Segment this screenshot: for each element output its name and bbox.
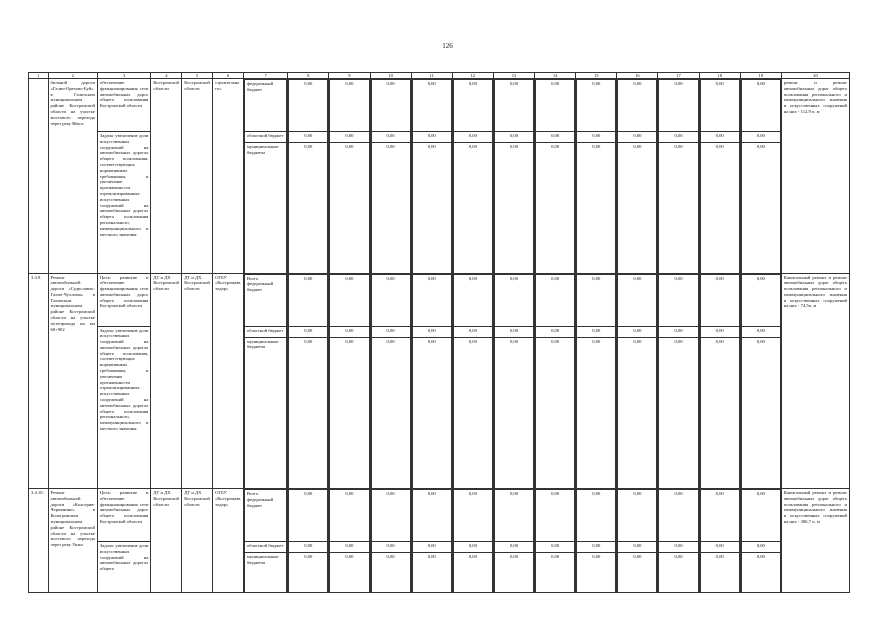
funding-source: федеральный бюджет	[244, 80, 286, 132]
amount-value: 0,00	[741, 143, 780, 273]
customer: ДТ и ДХ Костромской области	[182, 273, 213, 489]
amount-value: 0,00	[289, 542, 328, 553]
amount-cell	[699, 79, 740, 274]
amount-value: 0,00	[536, 490, 575, 542]
amount-value: 0,00	[371, 143, 410, 273]
amount-value: 0,00	[659, 143, 698, 273]
amount-value: 0,00	[536, 542, 575, 553]
funding-source: муниципальные бюджеты	[244, 553, 286, 592]
amount-value: 0,00	[371, 337, 410, 488]
amount-value: 0,00	[412, 542, 451, 553]
column-number: 12	[452, 73, 493, 79]
column-number: 11	[411, 73, 452, 79]
amount-value: 0,00	[330, 326, 369, 337]
amount-cell	[699, 489, 740, 593]
executor: ДТ и ДХ Костромской области	[151, 273, 182, 489]
customer: Костромской области	[182, 79, 213, 274]
amount-cell	[493, 489, 534, 593]
page-number: 126	[442, 42, 453, 50]
row-number: 3.4.9.	[29, 273, 49, 489]
contractor: ОГБУ «Костромаавтодор»	[213, 273, 244, 489]
funding-source-cell	[243, 489, 287, 593]
amount-cell	[658, 79, 699, 274]
column-number: 18	[699, 73, 740, 79]
amount-cell	[493, 273, 534, 489]
amount-value: 0,00	[289, 337, 328, 488]
amount-value: 0,00	[371, 553, 410, 592]
amount-cell	[535, 489, 576, 593]
amount-value: 0,00	[577, 143, 616, 273]
amount-value: 0,00	[741, 80, 780, 132]
goal-task-cell	[97, 273, 150, 489]
amount-value: 0,00	[330, 80, 369, 132]
funding-source: Всего федеральный бюджет	[244, 274, 286, 326]
amount-cell	[740, 273, 781, 489]
amount-cell	[576, 273, 617, 489]
amount-cell	[411, 79, 452, 274]
amount-value: 0,00	[371, 80, 410, 132]
amount-cell	[329, 273, 370, 489]
amount-value: 0,00	[412, 132, 451, 143]
object-name: Ремонт автомобильной дороги «Судиславль-Галич-Чухлома» в Галичском муниципальном районе Костромской области на участке путепровода на км 68+902	[48, 273, 97, 489]
amount-cell	[658, 273, 699, 489]
amount-cell	[288, 489, 329, 593]
column-number: 8	[288, 73, 329, 79]
amount-cell	[370, 489, 411, 593]
amount-cell	[699, 273, 740, 489]
amount-value: 0,00	[371, 326, 410, 337]
object-name: Ремонт автомобильной дороги «Кологрив-Черменино» в Кологривском муниципальном районе Костромской области на участке мостового перехода через реку Унжа	[48, 489, 97, 593]
amount-value: 0,00	[536, 553, 575, 592]
amount-value: 0,00	[330, 542, 369, 553]
funding-source-cell	[243, 273, 287, 489]
amount-value: 0,00	[330, 490, 369, 542]
amount-value: 0,00	[618, 337, 657, 488]
amount-value: 0,00	[618, 542, 657, 553]
amount-value: 0,00	[659, 490, 698, 542]
column-number: 14	[535, 73, 576, 79]
amount-value: 0,00	[412, 326, 451, 337]
amount-value: 0,00	[618, 132, 657, 143]
amount-value: 0,00	[494, 542, 533, 553]
amount-cell	[535, 273, 576, 489]
amount-value: 0,00	[289, 143, 328, 273]
contractor: строительного»	[213, 79, 244, 274]
funding-source: областной бюджет	[244, 132, 286, 143]
amount-value: 0,00	[412, 143, 451, 273]
amount-value: 0,00	[700, 274, 739, 326]
funding-source: муниципальные бюджеты	[244, 143, 286, 273]
funding-source: областной бюджет	[244, 542, 286, 553]
amount-value: 0,00	[700, 80, 739, 132]
amount-value: 0,00	[412, 553, 451, 592]
amount-cell	[411, 489, 452, 593]
column-number: 1	[29, 73, 49, 79]
amount-value: 0,00	[659, 274, 698, 326]
amount-value: 0,00	[453, 326, 492, 337]
amount-value: 0,00	[453, 553, 492, 592]
funding-source: муниципальные бюджеты	[244, 337, 286, 488]
amount-value: 0,00	[741, 337, 780, 488]
amount-value: 0,00	[289, 274, 328, 326]
amount-value: 0,00	[494, 490, 533, 542]
amount-value: 0,00	[536, 337, 575, 488]
task-text: Задача: увеличение доли искусственных сооружений на автомобильных дорогах общего пользования, соответствующих нормативным требованиям, и увеличение протяженности отремонтированных искусственных сооружений на автомобильных дорогах общего пользования регионального, межмуниципального и местного значения	[99, 327, 149, 432]
amount-value: 0,00	[618, 490, 657, 542]
amount-value: 0,00	[618, 553, 657, 592]
amount-value: 0,00	[741, 132, 780, 143]
amount-value: 0,00	[577, 337, 616, 488]
expected-result: Капитальный ремонт и ремонт автомобильных дорог общего пользования регионального и межмуниципального значения и искусственных сооружений на них - 306,7 п. м	[781, 489, 849, 593]
table-row	[29, 273, 850, 489]
amount-value: 0,00	[330, 143, 369, 273]
column-number: 15	[576, 73, 617, 79]
goal-text: Цель: развитие и обеспечение функционирования сети автомобильных дорог общего пользования Костромской области	[98, 274, 150, 327]
program-table	[28, 72, 850, 593]
amount-value: 0,00	[289, 80, 328, 132]
column-number: 7	[243, 73, 287, 79]
amount-cell	[411, 273, 452, 489]
amount-value: 0,00	[577, 542, 616, 553]
amount-cell	[493, 79, 534, 274]
amount-value: 0,00	[494, 553, 533, 592]
column-number: 19	[740, 73, 781, 79]
amount-value: 0,00	[577, 553, 616, 592]
column-number: 13	[493, 73, 534, 79]
amount-value: 0,00	[494, 326, 533, 337]
task-text: Задача: увеличение доли искусственных сооружений на автомобильных дорогах общего	[99, 543, 149, 572]
amount-value: 0,00	[659, 542, 698, 553]
amount-value: 0,00	[618, 326, 657, 337]
column-number: 4	[151, 73, 182, 79]
amount-cell	[329, 79, 370, 274]
goal-task-cell	[97, 489, 150, 593]
amount-value: 0,00	[412, 274, 451, 326]
amount-value: 0,00	[700, 132, 739, 143]
amount-value: 0,00	[618, 274, 657, 326]
amount-value: 0,00	[659, 337, 698, 488]
funding-source: областной бюджет	[244, 326, 286, 337]
column-number: 9	[329, 73, 370, 79]
amount-value: 0,00	[412, 490, 451, 542]
amount-cell	[452, 79, 493, 274]
amount-value: 0,00	[700, 553, 739, 592]
amount-value: 0,00	[330, 337, 369, 488]
amount-value: 0,00	[412, 80, 451, 132]
amount-cell	[617, 273, 658, 489]
column-number: 6	[213, 73, 244, 79]
amount-value: 0,00	[371, 542, 410, 553]
table-row	[29, 79, 850, 274]
amount-value: 0,00	[289, 132, 328, 143]
amount-value: 0,00	[453, 132, 492, 143]
amount-cell	[288, 79, 329, 274]
amount-value: 0,00	[659, 80, 698, 132]
amount-value: 0,00	[618, 143, 657, 273]
amount-value: 0,00	[289, 553, 328, 592]
amount-value: 0,00	[700, 143, 739, 273]
goal-text: обеспечение функционирования сети автомобильных дорог общего пользования Костромской области	[98, 79, 150, 132]
amount-value: 0,00	[453, 490, 492, 542]
amount-value: 0,00	[700, 542, 739, 553]
amount-cell	[740, 79, 781, 274]
column-number: 16	[617, 73, 658, 79]
amount-value: 0,00	[371, 274, 410, 326]
amount-value: 0,00	[741, 274, 780, 326]
column-number: 2	[48, 73, 97, 79]
column-number: 3	[97, 73, 150, 79]
amount-cell	[576, 489, 617, 593]
amount-value: 0,00	[536, 80, 575, 132]
amount-value: 0,00	[289, 326, 328, 337]
amount-value: 0,00	[741, 553, 780, 592]
amount-cell	[452, 273, 493, 489]
amount-value: 0,00	[494, 80, 533, 132]
executor: Костромской области	[151, 79, 182, 274]
amount-value: 0,00	[453, 337, 492, 488]
amount-cell	[370, 79, 411, 274]
amount-value: 0,00	[412, 337, 451, 488]
amount-value: 0,00	[536, 143, 575, 273]
amount-value: 0,00	[577, 490, 616, 542]
contractor: ОГБУ «Костромаавтодор»	[213, 489, 244, 593]
funding-source-cell	[243, 79, 287, 274]
amount-cell	[740, 489, 781, 593]
amount-value: 0,00	[330, 274, 369, 326]
amount-value: 0,00	[494, 337, 533, 488]
amount-value: 0,00	[659, 132, 698, 143]
amount-value: 0,00	[453, 143, 492, 273]
table-row	[29, 489, 850, 593]
task-text: Задача: увеличение доли искусственных сооружений на автомобильных дорогах общего пользования, соответствующих нормативным требованиям, и увеличение протяженности отремонтированных искусственных сооружений на автомобильных дорогах общего пользования регионального, межмуниципального и местного значения	[99, 133, 149, 237]
expected-result: ремонт и ремонт автомобильных дорог общего пользования регионального и межмуниципального значения и искусственных сооружений на них - 112,9 п. м	[781, 79, 849, 274]
funding-source: Всего федеральный бюджет	[244, 490, 286, 542]
amount-cell	[535, 79, 576, 274]
column-number: 10	[370, 73, 411, 79]
executor: ДТ и ДХ Костромской области	[151, 489, 182, 593]
amount-cell	[576, 79, 617, 274]
amount-value: 0,00	[494, 143, 533, 273]
amount-value: 0,00	[741, 542, 780, 553]
amount-cell	[452, 489, 493, 593]
amount-value: 0,00	[577, 326, 616, 337]
column-number: 17	[658, 73, 699, 79]
goal-text: Цель: развитие и обеспечение функционирования сети автомобильных дорог общего пользования Костромской области	[98, 489, 150, 542]
amount-value: 0,00	[700, 490, 739, 542]
amount-cell	[617, 79, 658, 274]
amount-value: 0,00	[371, 490, 410, 542]
amount-value: 0,00	[700, 326, 739, 337]
amount-value: 0,00	[536, 326, 575, 337]
object-name: бильной дороги «Галич-Орехово-Буй» в Галичском муниципальном районе Костромской области на участке мостового перехода через реку Вёкса	[48, 79, 97, 274]
amount-value: 0,00	[289, 490, 328, 542]
amount-cell	[370, 273, 411, 489]
amount-cell	[658, 489, 699, 593]
amount-value: 0,00	[453, 274, 492, 326]
amount-value: 0,00	[453, 542, 492, 553]
amount-value: 0,00	[577, 80, 616, 132]
column-number: 20	[781, 73, 849, 79]
amount-value: 0,00	[494, 132, 533, 143]
amount-value: 0,00	[741, 490, 780, 542]
amount-value: 0,00	[371, 132, 410, 143]
amount-value: 0,00	[494, 274, 533, 326]
amount-cell	[288, 273, 329, 489]
amount-value: 0,00	[659, 326, 698, 337]
amount-value: 0,00	[330, 553, 369, 592]
customer: ДТ и ДХ Костромской области	[182, 489, 213, 593]
amount-value: 0,00	[536, 132, 575, 143]
amount-value: 0,00	[330, 132, 369, 143]
column-number: 5	[182, 73, 213, 79]
row-number: 3.4.10.	[29, 489, 49, 593]
amount-value: 0,00	[700, 337, 739, 488]
amount-value: 0,00	[577, 132, 616, 143]
amount-value: 0,00	[453, 80, 492, 132]
amount-cell	[617, 489, 658, 593]
amount-cell	[329, 489, 370, 593]
amount-value: 0,00	[536, 274, 575, 326]
amount-value: 0,00	[577, 274, 616, 326]
amount-value: 0,00	[618, 80, 657, 132]
amount-value: 0,00	[741, 326, 780, 337]
expected-result: Капитальный ремонт и ремонт автомобильных дорог общего пользования регионального и межмуниципального значения и искусственных сооружений на них - 74,5п. м	[781, 273, 849, 489]
goal-task-cell	[97, 79, 150, 274]
amount-value: 0,00	[659, 553, 698, 592]
row-number	[29, 79, 49, 274]
